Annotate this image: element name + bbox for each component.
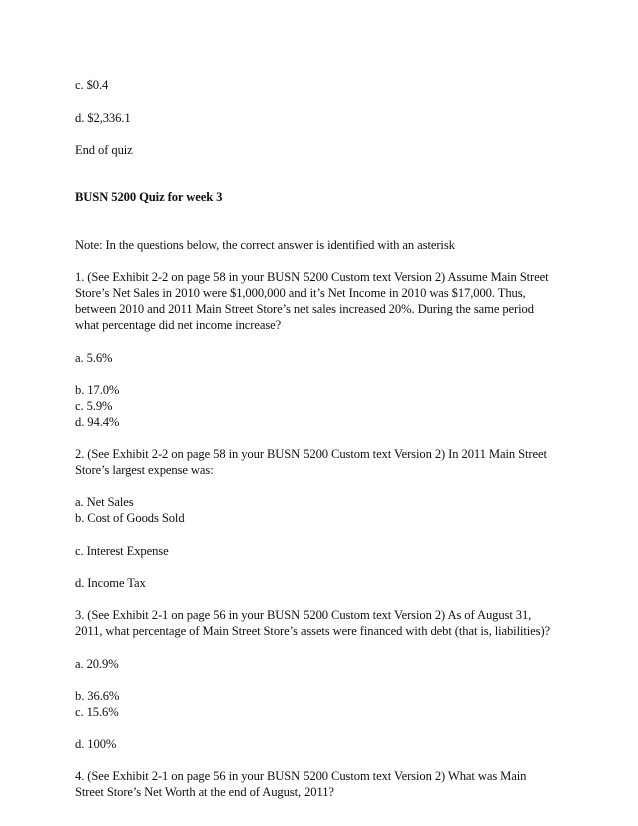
- q4-text-line: Street Store’s Net Worth at the end of August, 2011?: [75, 785, 334, 799]
- q4-text-line: 4. (See Exhibit 2-1 on page 56 in your BUSN 5200 Custom text Version 2) What was Main: [75, 769, 527, 783]
- q3-option-d: d. 100%: [75, 737, 117, 751]
- q2-option-d: d. Income Tax: [75, 576, 146, 590]
- q1-text-line: what percentage did net income increase?: [75, 318, 282, 332]
- q3-text-line: 3. (See Exhibit 2-1 on page 56 in your BUSN 5200 Custom text Version 2) As of August 31,: [75, 608, 532, 622]
- end-of-quiz-text: End of quiz: [75, 143, 133, 157]
- q2-text-line: Store’s largest expense was:: [75, 463, 214, 477]
- prev-option-c: c. $0.4: [75, 78, 109, 92]
- q3-option-b: b. 36.6%: [75, 689, 120, 703]
- note-text: Note: In the questions below, the correct answer is identified with an asterisk: [75, 238, 455, 252]
- q3-text-line: 2011, what percentage of Main Street Store’s assets were financed with debt (that is, liabilities)?: [75, 624, 551, 638]
- q3-option-c: c. 15.6%: [75, 705, 119, 719]
- q2-option-b: b. Cost of Goods Sold: [75, 511, 185, 525]
- q2-option-c: c. Interest Expense: [75, 544, 169, 558]
- prev-option-d: d. $2,336.1: [75, 111, 131, 125]
- q1-option-c: c. 5.9%: [75, 399, 113, 413]
- q2-option-a: a. Net Sales: [75, 495, 134, 509]
- quiz-title: BUSN 5200 Quiz for week 3: [75, 190, 223, 204]
- q1-text-line: between 2010 and 2011 Main Street Store’s net sales increased 20%. During the same period: [75, 302, 534, 316]
- q1-option-a: a. 5.6%: [75, 351, 113, 365]
- q2-text-line: 2. (See Exhibit 2-2 on page 58 in your BUSN 5200 Custom text Version 2) In 2011 Main Street: [75, 447, 547, 461]
- q1-text-line: Store’s Net Sales in 2010 were $1,000,000 and it’s Net Income in 2010 was $17,000. Thus,: [75, 286, 526, 300]
- q3-option-a: a. 20.9%: [75, 657, 119, 671]
- q1-text-line: 1. (See Exhibit 2-2 on page 58 in your BUSN 5200 Custom text Version 2) Assume Main Street: [75, 270, 549, 284]
- q1-option-b: b. 17.0%: [75, 383, 120, 397]
- q1-option-d: d. 94.4%: [75, 415, 120, 429]
